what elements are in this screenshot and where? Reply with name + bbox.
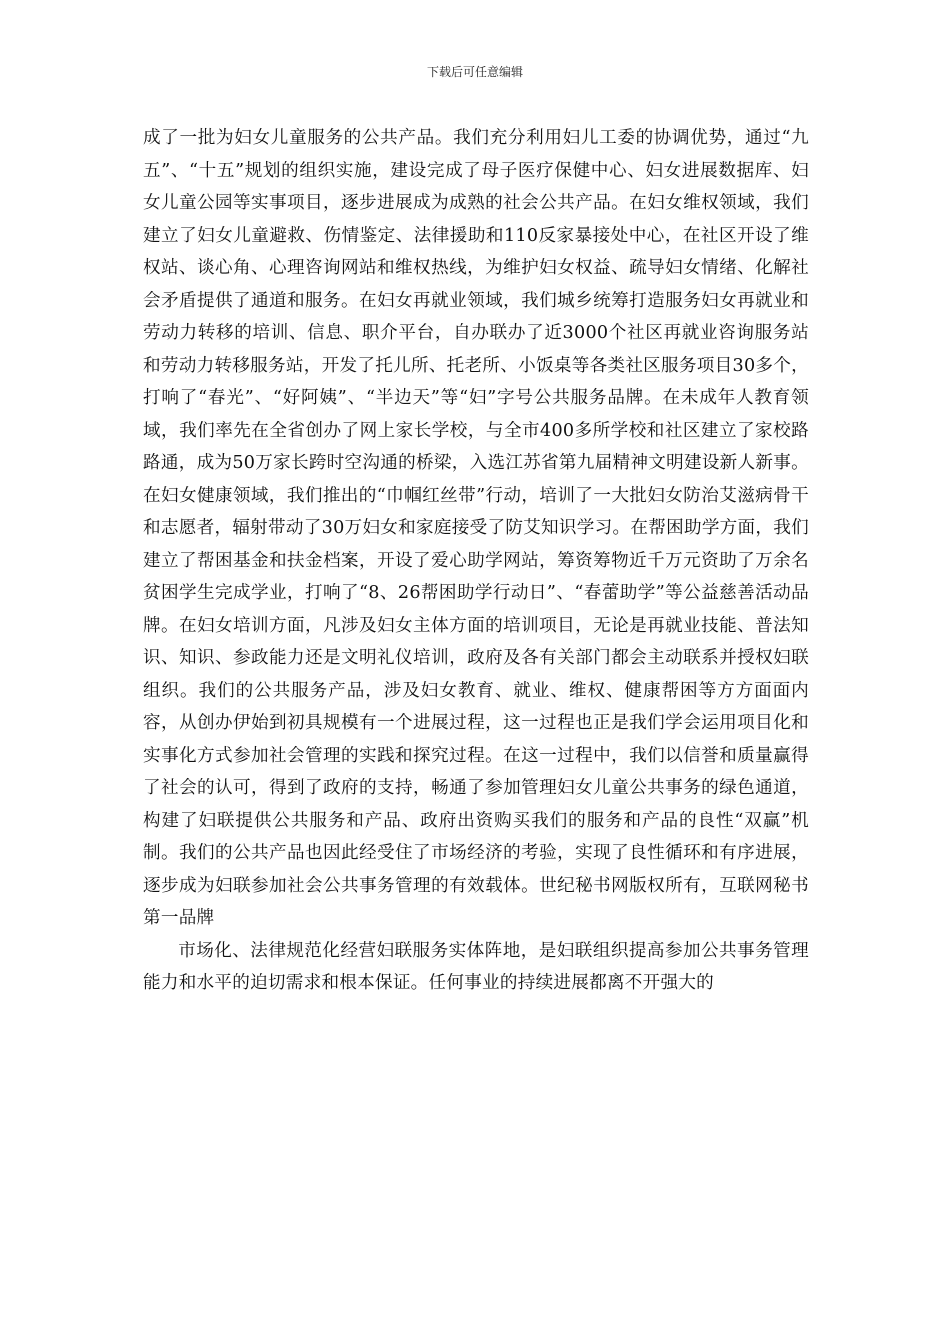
document-body (143, 122, 809, 1000)
paragraph-1: 成了一批为妇女儿童服务的公共产品。我们充分利用妇儿工委的协调优势，通过“九五”、“十五”规划的组织实施，建设完成了母子医疗保健中心、妇女进展数据库、妇女儿童公园等实事项目，逐步进展成为成熟的社会公共产品。在妇女维权领域，我们建立了妇女儿童避救、伤情鉴定、法律援助和110反家暴接处中心，在社区开设了维权站、谈心角、心理咨询网站和维权热线，为维护妇女权益、疏导妇女情绪、化解社会矛盾提供了通道和服务。在妇女再就业领域，我们城乡统筹打造服务妇女再就业和劳动力转移的培训、信息、职介平台，自办联办了近3000个社区再就业咨询服务站和劳动力转移服务站，开发了托儿所、托老所、小饭桌等各类社区服务项目30多个，打响了“春光”、“好阿姨”、“半边天”等“妇”字号公共服务品牌。在未成年人教育领域，我们率先在全省创办了网上家长学校，与全市400多所学校和社区建立了家校路路通，成为50万家长跨时空沟通的桥梁，入选江苏省第九届精神文明建设新人新事。在妇女健康领域，我们推出的“巾帼红丝带”行动，培训了一大批妇女防治艾滋病骨干和志愿者，辐射带动了30万妇女和家庭接受了防艾知识学习。在帮困助学方面，我们建立了帮困基金和扶金档案，开设了爱心助学网站，筹资筹物近千万元资助了万余名贫困学生完成学业，打响了“8、26帮困助学行动日”、“春蕾助学”等公益慈善活动品牌。在妇女培训方面，凡涉及妇女主体方面的培训项目，无论是再就业技能、普法知识、知识、参政能力还是文明礼仪培训，政府及各有关部门都会主动联系并授权妇联组织。我们的公共服务产品，涉及妇女教育、就业、维权、健康帮困等方方面面内容，从创办伊始到初具规模有一个进展过程，这一过程也正是我们学会运用项目化和实事化方式参加社会管理的实践和探究过程。在这一过程中，我们以信誉和质量赢得了社会的认可，得到了政府的支持，畅通了参加管理妇女儿童公共事务的绿色通道，构建了妇联提供公共服务和产品、政府出资购买我们的服务和产品的良性“双赢”机制。我们的公共产品也因此经受住了市场经济的考验，实现了良性循环和有序进展，逐步成为妇联参加社会公共事务管理的有效载体。世纪秘书网版权所有，互联网秘书第一品牌 (143, 128, 809, 928)
paragraph-2: 市场化、法律规范化经营妇联服务实体阵地，是妇联组织提高参加公共事务管理能力和水平的迫切需求和根本保证。任何事业的持续进展都离不开强大的 (143, 940, 809, 993)
page-header: 下载后可任意编辑 (426, 65, 523, 79)
